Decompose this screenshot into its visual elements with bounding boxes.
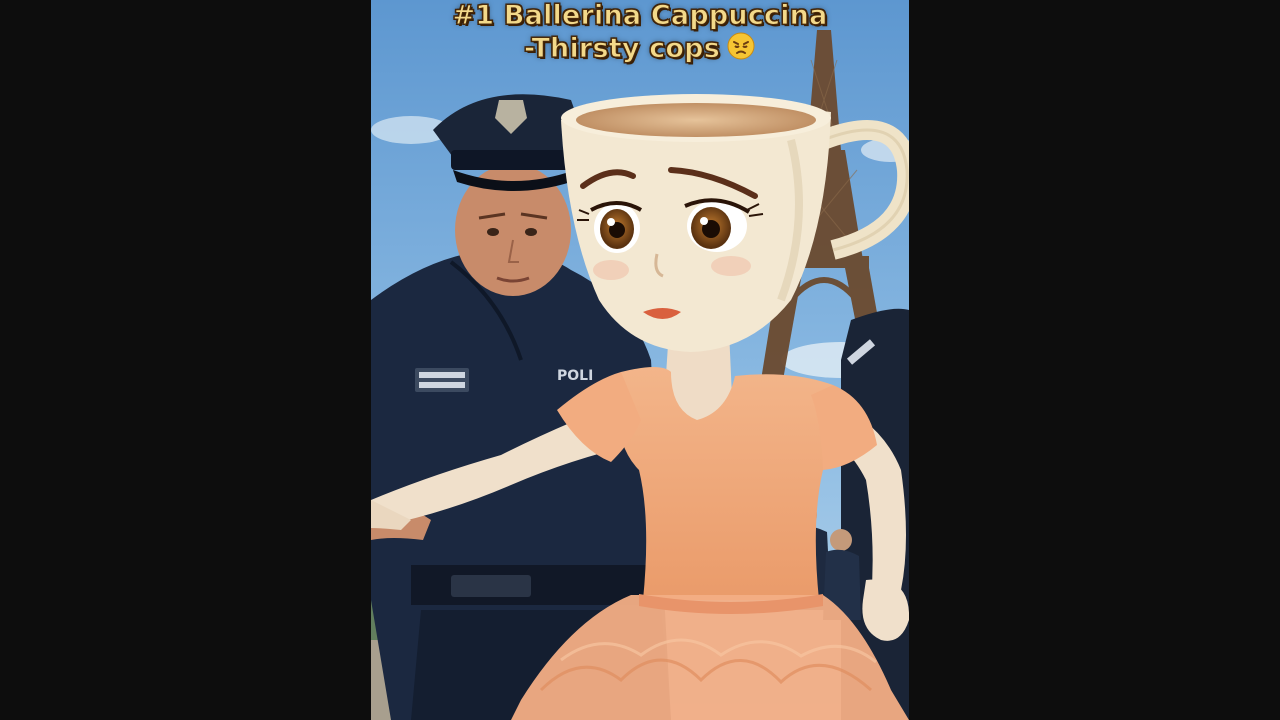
caption-line-2-text: -Thirsty cops [524, 33, 720, 64]
video-frame[interactable] [371, 0, 909, 720]
persevering-face-emoji-icon [726, 31, 756, 68]
caption-line-1: #1 Ballerina Cappuccina [452, 0, 828, 31]
svg-text:POLI: POLI [557, 368, 594, 384]
video-caption [371, 0, 909, 68]
caption-line-2 [371, 31, 909, 68]
video-scene [371, 0, 909, 720]
